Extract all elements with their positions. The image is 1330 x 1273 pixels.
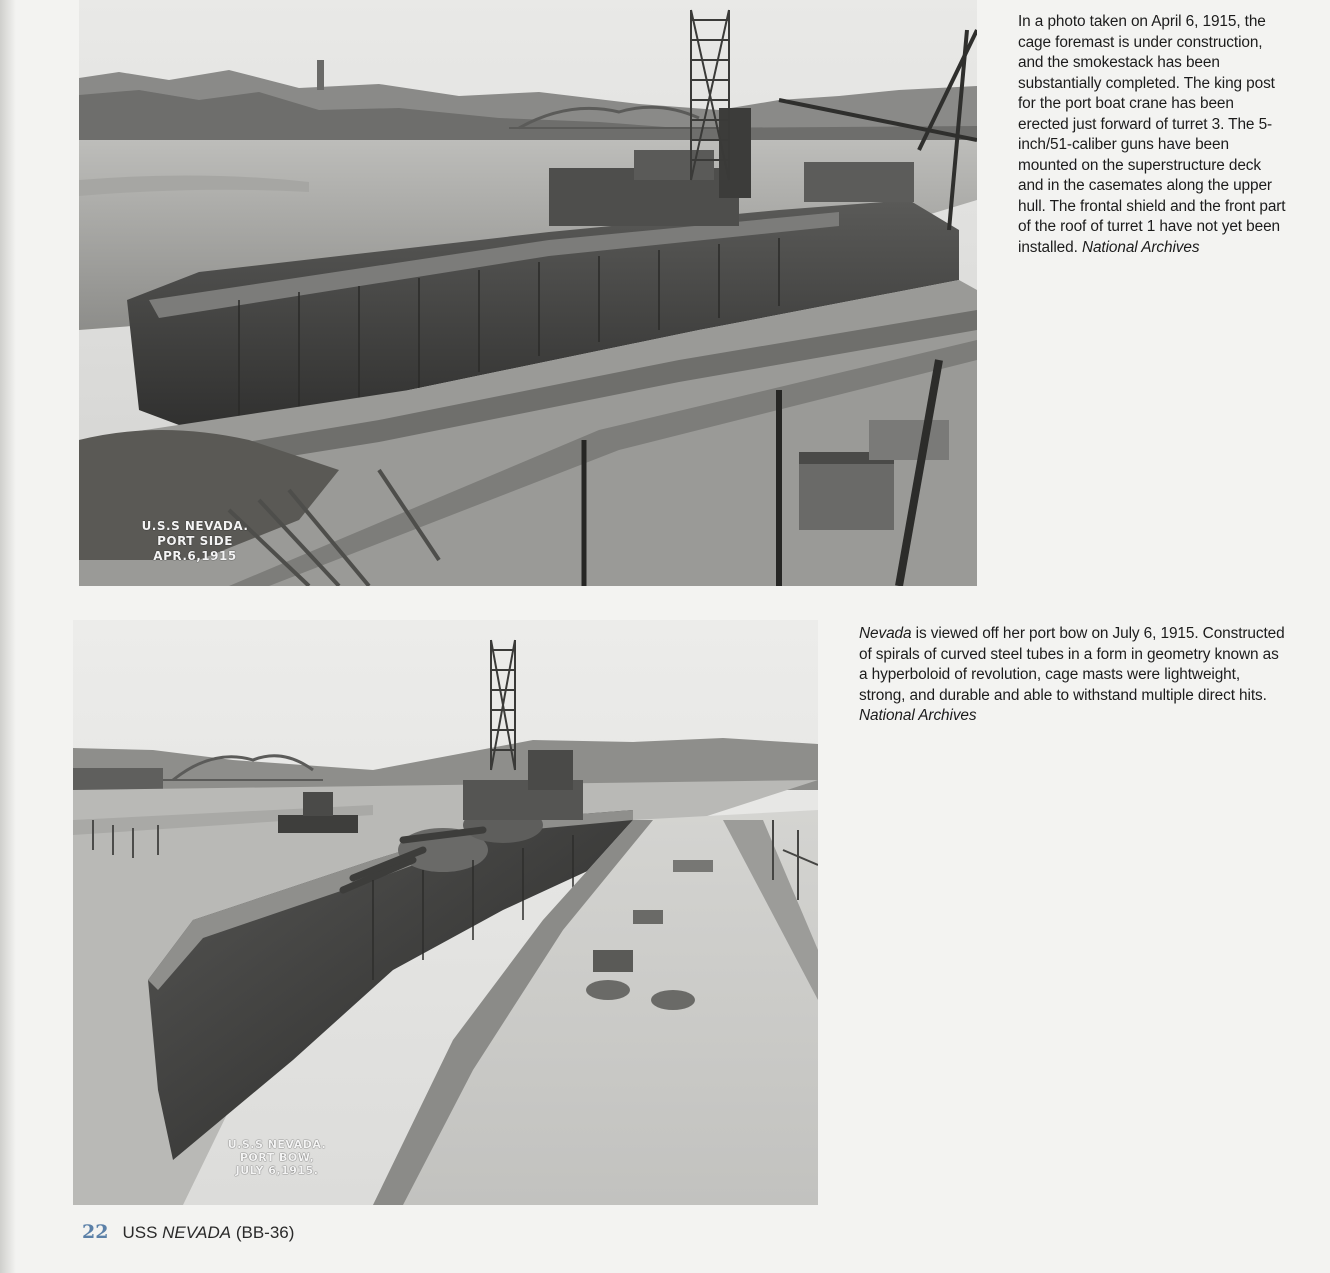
stamp-line: U.S.S NEVADA. bbox=[227, 1138, 327, 1151]
running-title-suffix: (BB-36) bbox=[231, 1223, 295, 1242]
running-title-ship: NEVADA bbox=[162, 1223, 232, 1242]
photo-credit: National Archives bbox=[1081, 238, 1200, 256]
caption-port-side bbox=[1018, 12, 1288, 258]
photo-port-side-april-image bbox=[79, 0, 977, 586]
page-footer bbox=[82, 1219, 294, 1245]
stamp-line: APR.6,1915 bbox=[153, 549, 237, 563]
photo-port-bow-stamp bbox=[222, 1138, 332, 1177]
page-gutter-shadow bbox=[0, 0, 16, 1273]
stamp-line: U.S.S NEVADA. bbox=[141, 519, 249, 533]
stamp-line: PORT BOW, bbox=[239, 1151, 315, 1164]
caption-port-bow bbox=[859, 624, 1289, 727]
photo-credit: National Archives bbox=[859, 707, 977, 724]
photo-port-side-april bbox=[79, 0, 977, 586]
page-number: 22 bbox=[82, 1221, 109, 1243]
running-title-prefix: USS bbox=[122, 1223, 163, 1242]
stamp-line: PORT SIDE bbox=[157, 534, 233, 548]
caption-ship-name: Nevada bbox=[859, 625, 912, 642]
photo-port-bow-july bbox=[73, 620, 818, 1205]
photo-port-bow-july-image bbox=[73, 620, 818, 1205]
caption-text: is viewed off her port bow on July 6, 1915. Constructed of spirals of curved steel tubes in a form in geometry known as a hyperboloid of revolution, cage masts were lightweight, strong, and durable and able to withstand multiple direct hits. bbox=[859, 625, 1285, 704]
stamp-line: JULY 6,1915. bbox=[235, 1164, 319, 1177]
photo-port-side-stamp bbox=[125, 519, 265, 564]
caption-text: In a photo taken on April 6, 1915, the cage foremast is under construction, and the smokestack has been substantially completed. The king post for the port boat crane has been erected just forward of turret 3. The 5-inch/51-caliber guns have been mounted on the superstructure deck and in the casemates along the upper hull. The frontal shield and the front part of the roof of turret 1 have not yet been installed. bbox=[1018, 13, 1286, 256]
